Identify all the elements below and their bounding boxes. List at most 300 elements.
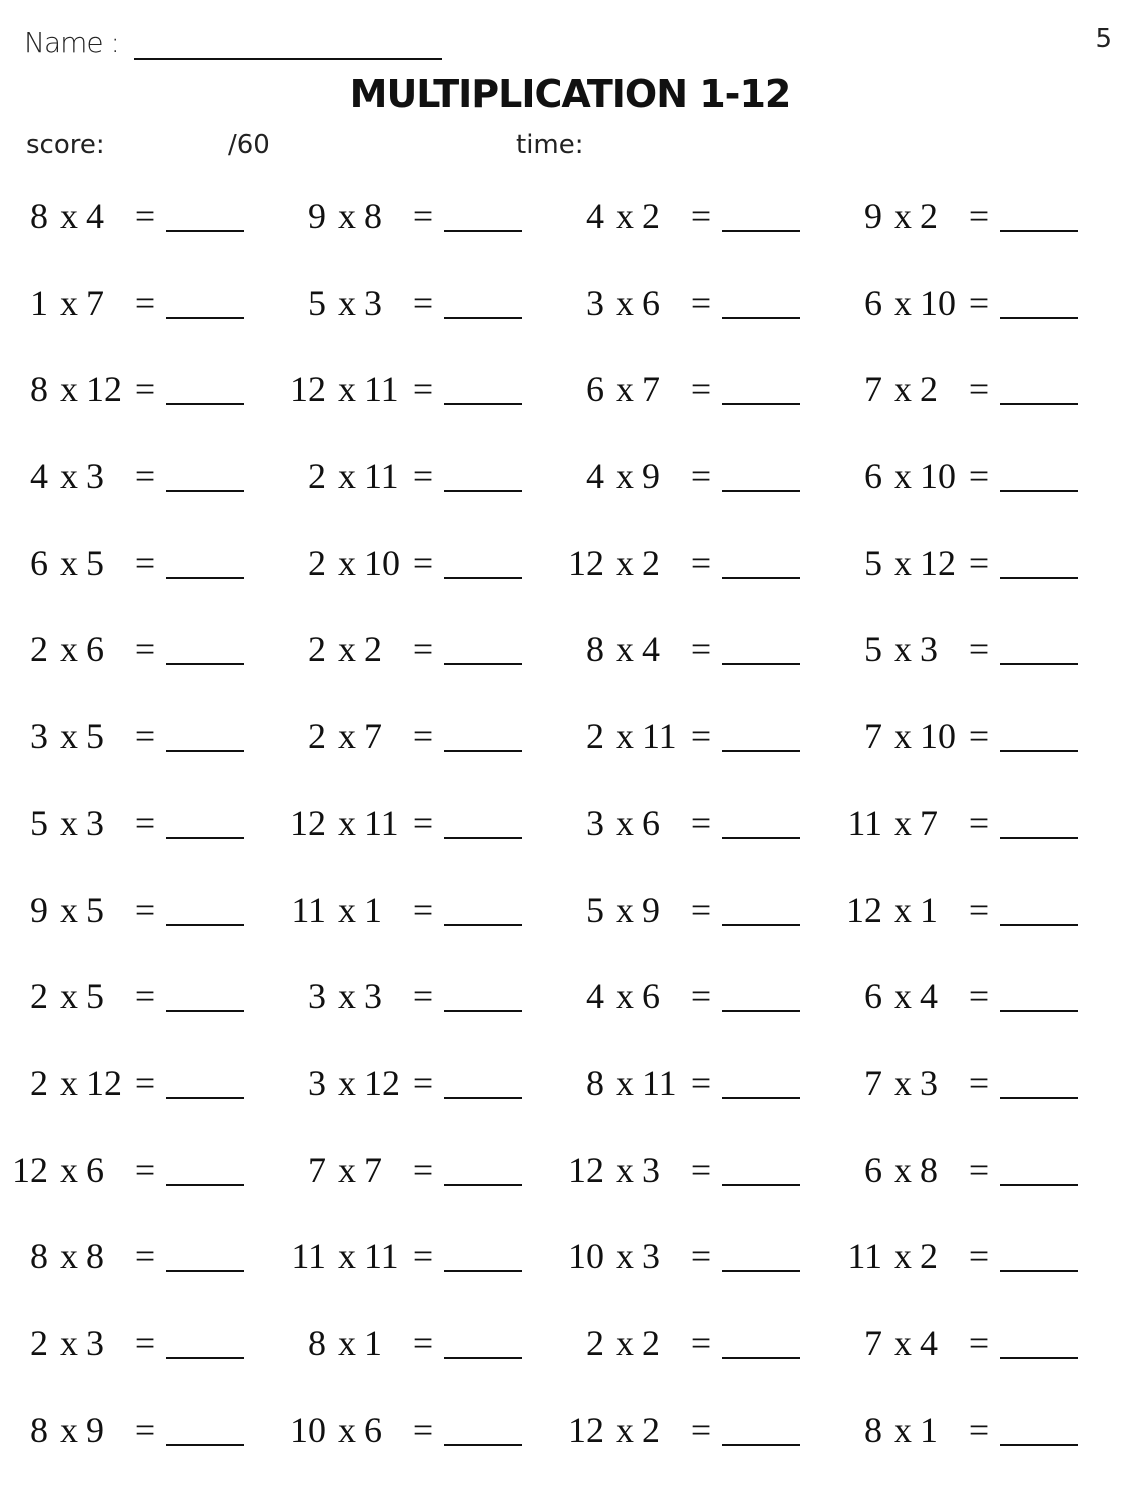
answer-blank[interactable]: [722, 403, 800, 405]
times-sign: x: [894, 456, 912, 497]
times-sign: x: [616, 1062, 634, 1103]
equals-sign: =: [690, 1236, 712, 1277]
answer-blank[interactable]: [166, 663, 244, 665]
multiplication-problem: [838, 886, 1116, 934]
name-label: Name :: [24, 26, 119, 59]
second-factor: 12: [364, 1062, 400, 1103]
second-factor: 11: [642, 1062, 677, 1103]
answer-blank[interactable]: [722, 1444, 800, 1446]
second-factor: 7: [364, 716, 382, 757]
first-factor: 3: [308, 1062, 326, 1103]
answer-blank[interactable]: [444, 1010, 522, 1012]
first-factor: 2: [308, 629, 326, 670]
times-sign: x: [894, 1062, 912, 1103]
equals-sign: =: [690, 1322, 712, 1363]
second-factor: 8: [364, 196, 382, 236]
answer-blank[interactable]: [444, 1097, 522, 1099]
answer-blank[interactable]: [166, 317, 244, 319]
multiplication-problem: [560, 1146, 838, 1194]
first-factor: 1: [30, 282, 48, 323]
answer-blank[interactable]: [166, 1097, 244, 1099]
second-factor: 5: [86, 542, 104, 583]
time-label: time:: [516, 130, 584, 160]
first-factor: 4: [586, 196, 604, 236]
equals-sign: =: [690, 802, 712, 843]
answer-blank[interactable]: [166, 1010, 244, 1012]
first-factor: 2: [30, 629, 48, 670]
multiplication-problem: [838, 1232, 1116, 1280]
equals-sign: =: [968, 196, 990, 236]
times-sign: x: [338, 456, 356, 497]
first-factor: 5: [30, 802, 48, 843]
times-sign: x: [60, 629, 78, 670]
second-factor: 12: [920, 542, 956, 583]
multiplication-problem: [282, 452, 560, 500]
multiplication-problem: [838, 1319, 1116, 1367]
first-factor: 2: [586, 1322, 604, 1363]
multiplication-problem: [838, 452, 1116, 500]
problem-row: [0, 192, 1140, 279]
equals-sign: =: [134, 196, 156, 236]
times-sign: x: [60, 369, 78, 410]
second-factor: 3: [920, 629, 938, 670]
answer-blank[interactable]: [722, 1097, 800, 1099]
equals-sign: =: [968, 542, 990, 583]
second-factor: 2: [642, 542, 660, 583]
equals-sign: =: [412, 196, 434, 236]
answer-blank[interactable]: [1000, 1010, 1078, 1012]
equals-sign: =: [134, 1149, 156, 1190]
second-factor: 7: [86, 282, 104, 323]
first-factor: 8: [30, 1409, 48, 1450]
first-factor: 5: [864, 542, 882, 583]
equals-sign: =: [134, 456, 156, 497]
second-factor: 8: [86, 1236, 104, 1277]
equals-sign: =: [412, 542, 434, 583]
times-sign: x: [616, 802, 634, 843]
equals-sign: =: [968, 802, 990, 843]
multiplication-problem: [4, 625, 282, 673]
first-factor: 2: [308, 716, 326, 757]
second-factor: 10: [364, 542, 400, 583]
answer-blank[interactable]: [444, 403, 522, 405]
answer-blank[interactable]: [444, 1184, 522, 1186]
times-sign: x: [338, 369, 356, 410]
multiplication-problem: [282, 1146, 560, 1194]
first-factor: 2: [586, 716, 604, 757]
answer-blank[interactable]: [1000, 317, 1078, 319]
problem-row: [0, 972, 1140, 1059]
answer-blank[interactable]: [1000, 1444, 1078, 1446]
multiplication-problem: [282, 972, 560, 1020]
second-factor: 5: [86, 889, 104, 930]
answer-blank[interactable]: [166, 577, 244, 579]
times-sign: x: [60, 889, 78, 930]
multiplication-problem: [4, 1406, 282, 1454]
answer-blank[interactable]: [722, 1010, 800, 1012]
times-sign: x: [60, 802, 78, 843]
second-factor: 11: [364, 369, 399, 410]
equals-sign: =: [412, 889, 434, 930]
problem-row: [0, 625, 1140, 712]
second-factor: 10: [920, 716, 956, 757]
answer-blank[interactable]: [722, 924, 800, 926]
multiplication-problem: [4, 452, 282, 500]
equals-sign: =: [412, 629, 434, 670]
second-factor: 1: [920, 889, 938, 930]
answer-blank[interactable]: [444, 663, 522, 665]
equals-sign: =: [968, 976, 990, 1017]
multiplication-problem: [4, 539, 282, 587]
second-factor: 9: [642, 889, 660, 930]
score-label: score:: [26, 130, 105, 160]
answer-blank[interactable]: [1000, 837, 1078, 839]
multiplication-problem: [838, 625, 1116, 673]
multiplication-problem: [838, 972, 1116, 1020]
times-sign: x: [60, 282, 78, 323]
answer-blank[interactable]: [1000, 403, 1078, 405]
times-sign: x: [894, 1409, 912, 1450]
times-sign: x: [616, 542, 634, 583]
problem-row: [0, 712, 1140, 799]
times-sign: x: [60, 542, 78, 583]
equals-sign: =: [412, 1236, 434, 1277]
problem-row: [0, 886, 1140, 973]
times-sign: x: [616, 716, 634, 757]
equals-sign: =: [134, 1236, 156, 1277]
first-factor: 9: [864, 196, 882, 236]
multiplication-problem: [4, 279, 282, 327]
second-factor: 1: [364, 889, 382, 930]
first-factor: 8: [30, 196, 48, 236]
multiplication-problem: [282, 365, 560, 413]
first-factor: 3: [30, 716, 48, 757]
equals-sign: =: [968, 629, 990, 670]
times-sign: x: [894, 1149, 912, 1190]
answer-blank[interactable]: [1000, 1184, 1078, 1186]
equals-sign: =: [412, 369, 434, 410]
problem-grid: [0, 192, 1140, 1492]
answer-blank[interactable]: [1000, 1270, 1078, 1272]
equals-sign: =: [134, 1409, 156, 1450]
first-factor: 6: [864, 1149, 882, 1190]
first-factor: 7: [864, 369, 882, 410]
multiplication-problem: [560, 539, 838, 587]
equals-sign: =: [412, 456, 434, 497]
answer-blank[interactable]: [722, 750, 800, 752]
times-sign: x: [894, 369, 912, 410]
second-factor: 2: [642, 1322, 660, 1363]
answer-blank[interactable]: [166, 403, 244, 405]
multiplication-problem: [282, 539, 560, 587]
multiplication-problem: [4, 1146, 282, 1194]
answer-blank[interactable]: [444, 490, 522, 492]
second-factor: 6: [86, 629, 104, 670]
page-number: 5: [1095, 24, 1112, 54]
answer-blank[interactable]: [1000, 924, 1078, 926]
times-sign: x: [60, 456, 78, 497]
first-factor: 2: [30, 976, 48, 1017]
times-sign: x: [616, 1236, 634, 1277]
first-factor: 10: [290, 1409, 326, 1450]
answer-blank[interactable]: [1000, 663, 1078, 665]
equals-sign: =: [412, 1322, 434, 1363]
times-sign: x: [894, 976, 912, 1017]
first-factor: 8: [30, 1236, 48, 1277]
times-sign: x: [338, 716, 356, 757]
second-factor: 3: [642, 1149, 660, 1190]
times-sign: x: [338, 1062, 356, 1103]
equals-sign: =: [134, 976, 156, 1017]
first-factor: 4: [30, 456, 48, 497]
second-factor: 5: [86, 976, 104, 1017]
answer-blank[interactable]: [722, 1184, 800, 1186]
times-sign: x: [616, 1409, 634, 1450]
answer-blank[interactable]: [1000, 1357, 1078, 1359]
answer-blank[interactable]: [166, 1270, 244, 1272]
multiplication-problem: [4, 365, 282, 413]
equals-sign: =: [134, 369, 156, 410]
second-factor: 1: [364, 1322, 382, 1363]
multiplication-problem: [838, 1146, 1116, 1194]
multiplication-problem: [560, 799, 838, 847]
answer-blank[interactable]: [444, 230, 522, 232]
first-factor: 12: [568, 542, 604, 583]
problem-row: [0, 452, 1140, 539]
times-sign: x: [616, 976, 634, 1017]
times-sign: x: [338, 1236, 356, 1277]
answer-blank[interactable]: [1000, 230, 1078, 232]
multiplication-problem: [282, 1406, 560, 1454]
multiplication-problem: [4, 1319, 282, 1367]
equals-sign: =: [968, 716, 990, 757]
equals-sign: =: [690, 456, 712, 497]
first-factor: 12: [290, 369, 326, 410]
answer-blank[interactable]: [722, 317, 800, 319]
first-factor: 11: [291, 889, 326, 930]
answer-blank[interactable]: [166, 1184, 244, 1186]
first-factor: 12: [290, 802, 326, 843]
equals-sign: =: [412, 1149, 434, 1190]
second-factor: 2: [920, 369, 938, 410]
first-factor: 8: [864, 1409, 882, 1450]
answer-blank[interactable]: [444, 1270, 522, 1272]
times-sign: x: [894, 802, 912, 843]
equals-sign: =: [134, 716, 156, 757]
times-sign: x: [60, 976, 78, 1017]
problem-row: [0, 539, 1140, 626]
answer-blank[interactable]: [1000, 577, 1078, 579]
multiplication-problem: [838, 1059, 1116, 1107]
multiplication-problem: [282, 192, 560, 240]
equals-sign: =: [968, 1062, 990, 1103]
second-factor: 3: [642, 1236, 660, 1277]
answer-blank[interactable]: [444, 1444, 522, 1446]
times-sign: x: [616, 196, 634, 236]
equals-sign: =: [134, 1062, 156, 1103]
second-factor: 11: [364, 1236, 399, 1277]
answer-blank[interactable]: [722, 837, 800, 839]
times-sign: x: [338, 802, 356, 843]
times-sign: x: [894, 1236, 912, 1277]
multiplication-problem: [282, 1059, 560, 1107]
equals-sign: =: [134, 542, 156, 583]
answer-blank[interactable]: [444, 577, 522, 579]
first-factor: 11: [291, 1236, 326, 1277]
first-factor: 2: [30, 1322, 48, 1363]
second-factor: 10: [920, 282, 956, 323]
multiplication-problem: [560, 886, 838, 934]
answer-blank[interactable]: [1000, 490, 1078, 492]
second-factor: 8: [920, 1149, 938, 1190]
first-factor: 2: [308, 542, 326, 583]
times-sign: x: [338, 196, 356, 236]
second-factor: 2: [920, 196, 938, 236]
answer-blank[interactable]: [444, 750, 522, 752]
first-factor: 11: [847, 802, 882, 843]
times-sign: x: [60, 1236, 78, 1277]
times-sign: x: [894, 196, 912, 236]
first-factor: 7: [864, 1322, 882, 1363]
equals-sign: =: [968, 369, 990, 410]
answer-blank[interactable]: [722, 1357, 800, 1359]
equals-sign: =: [412, 976, 434, 1017]
times-sign: x: [616, 1149, 634, 1190]
second-factor: 3: [364, 282, 382, 323]
equals-sign: =: [968, 1409, 990, 1450]
answer-blank[interactable]: [1000, 1097, 1078, 1099]
answer-blank[interactable]: [444, 837, 522, 839]
equals-sign: =: [968, 1236, 990, 1277]
multiplication-problem: [282, 712, 560, 760]
second-factor: 1: [920, 1409, 938, 1450]
first-factor: 12: [12, 1149, 48, 1190]
multiplication-problem: [4, 192, 282, 240]
equals-sign: =: [690, 369, 712, 410]
first-factor: 5: [586, 889, 604, 930]
equals-sign: =: [412, 802, 434, 843]
multiplication-problem: [838, 192, 1116, 240]
answer-blank[interactable]: [444, 924, 522, 926]
first-factor: 4: [586, 456, 604, 497]
second-factor: 2: [642, 196, 660, 236]
first-factor: 3: [586, 802, 604, 843]
problem-row: [0, 1059, 1140, 1146]
answer-blank[interactable]: [722, 490, 800, 492]
second-factor: 11: [364, 456, 399, 497]
multiplication-problem: [560, 712, 838, 760]
first-factor: 2: [308, 456, 326, 497]
multiplication-problem: [560, 1232, 838, 1280]
times-sign: x: [338, 1409, 356, 1450]
answer-blank[interactable]: [166, 924, 244, 926]
first-factor: 5: [864, 629, 882, 670]
second-factor: 2: [642, 1409, 660, 1450]
equals-sign: =: [134, 1322, 156, 1363]
problem-row: [0, 279, 1140, 366]
answer-blank[interactable]: [166, 750, 244, 752]
second-factor: 7: [364, 1149, 382, 1190]
first-factor: 3: [308, 976, 326, 1017]
problem-row: [0, 1319, 1140, 1406]
equals-sign: =: [412, 716, 434, 757]
problem-row: [0, 365, 1140, 452]
first-factor: 3: [586, 282, 604, 323]
answer-blank[interactable]: [166, 837, 244, 839]
answer-blank[interactable]: [722, 230, 800, 232]
multiplication-problem: [282, 1232, 560, 1280]
second-factor: 10: [920, 456, 956, 497]
answer-blank[interactable]: [166, 230, 244, 232]
multiplication-problem: [4, 972, 282, 1020]
times-sign: x: [616, 456, 634, 497]
equals-sign: =: [690, 889, 712, 930]
multiplication-problem: [560, 1406, 838, 1454]
times-sign: x: [616, 629, 634, 670]
answer-blank[interactable]: [722, 663, 800, 665]
times-sign: x: [338, 1149, 356, 1190]
first-factor: 8: [586, 1062, 604, 1103]
second-factor: 6: [642, 802, 660, 843]
first-factor: 6: [864, 976, 882, 1017]
answer-blank[interactable]: [166, 1444, 244, 1446]
name-field-line[interactable]: [134, 58, 442, 60]
times-sign: x: [894, 282, 912, 323]
multiplication-problem: [4, 1232, 282, 1280]
first-factor: 11: [847, 1236, 882, 1277]
first-factor: 9: [30, 889, 48, 930]
second-factor: 9: [86, 1409, 104, 1450]
multiplication-problem: [282, 799, 560, 847]
times-sign: x: [338, 629, 356, 670]
times-sign: x: [616, 1322, 634, 1363]
equals-sign: =: [690, 1149, 712, 1190]
first-factor: 6: [864, 456, 882, 497]
first-factor: 9: [308, 196, 326, 236]
equals-sign: =: [134, 889, 156, 930]
multiplication-problem: [282, 1319, 560, 1367]
answer-blank[interactable]: [444, 1357, 522, 1359]
equals-sign: =: [134, 282, 156, 323]
second-factor: 7: [920, 802, 938, 843]
times-sign: x: [894, 1322, 912, 1363]
equals-sign: =: [968, 282, 990, 323]
equals-sign: =: [412, 1409, 434, 1450]
second-factor: 7: [642, 369, 660, 410]
second-factor: 6: [642, 976, 660, 1017]
answer-blank[interactable]: [444, 317, 522, 319]
answer-blank[interactable]: [166, 1357, 244, 1359]
times-sign: x: [338, 976, 356, 1017]
answer-blank[interactable]: [722, 1270, 800, 1272]
first-factor: 6: [864, 282, 882, 323]
answer-blank[interactable]: [722, 577, 800, 579]
answer-blank[interactable]: [1000, 750, 1078, 752]
first-factor: 4: [586, 976, 604, 1017]
first-factor: 12: [568, 1149, 604, 1190]
equals-sign: =: [968, 1149, 990, 1190]
first-factor: 5: [308, 282, 326, 323]
multiplication-problem: [560, 625, 838, 673]
page-title: MULTIPLICATION 1-12: [349, 72, 791, 116]
multiplication-problem: [282, 886, 560, 934]
equals-sign: =: [412, 1062, 434, 1103]
times-sign: x: [894, 716, 912, 757]
first-factor: 6: [30, 542, 48, 583]
answer-blank[interactable]: [166, 490, 244, 492]
multiplication-problem: [282, 279, 560, 327]
times-sign: x: [60, 1409, 78, 1450]
